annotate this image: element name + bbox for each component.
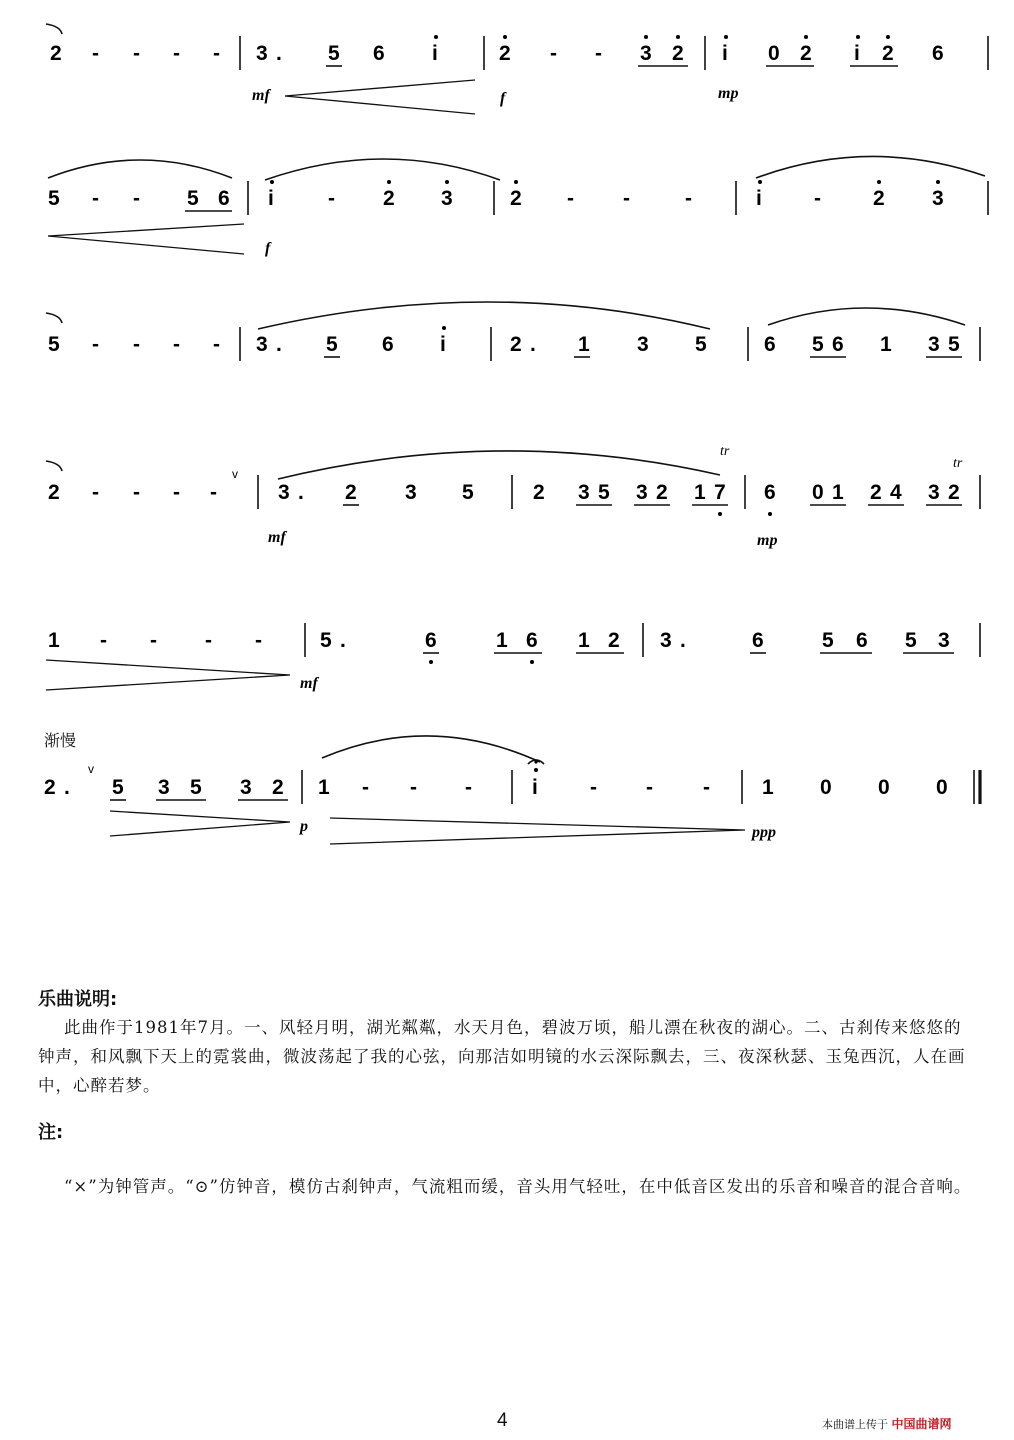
upload-credit xyxy=(822,1415,952,1432)
score-system-2 xyxy=(0,150,1014,300)
svg-text:2: 2 xyxy=(873,187,885,210)
svg-text:3: 3 xyxy=(158,776,170,799)
svg-text:3: 3 xyxy=(637,333,649,356)
svg-text:i: i xyxy=(432,42,438,65)
svg-text:mp: mp xyxy=(718,85,739,102)
svg-text:.: . xyxy=(64,776,70,799)
svg-text:p: p xyxy=(300,818,308,835)
svg-text:2: 2 xyxy=(272,776,284,799)
svg-text:3: 3 xyxy=(640,42,652,65)
svg-text:.: . xyxy=(298,481,304,504)
svg-text:2: 2 xyxy=(800,42,812,65)
svg-text:2: 2 xyxy=(672,42,684,65)
svg-text:i: i xyxy=(854,42,860,65)
svg-text:2: 2 xyxy=(608,629,620,652)
svg-text:-: - xyxy=(150,629,157,652)
svg-text:v: v xyxy=(88,762,94,776)
svg-text:5: 5 xyxy=(187,187,199,210)
svg-text:-: - xyxy=(567,187,574,210)
svg-text:-: - xyxy=(410,776,417,799)
svg-text:5: 5 xyxy=(905,629,917,652)
svg-text:6: 6 xyxy=(526,629,538,652)
svg-text:2: 2 xyxy=(345,481,357,504)
svg-text:3: 3 xyxy=(578,481,590,504)
svg-text:6: 6 xyxy=(218,187,230,210)
system-1-svg xyxy=(0,0,1014,150)
svg-text:i: i xyxy=(722,42,728,65)
svg-text:2: 2 xyxy=(948,481,960,504)
svg-text:3: 3 xyxy=(256,42,268,65)
score-system-1 xyxy=(0,0,1014,150)
svg-text:-: - xyxy=(133,42,140,65)
svg-text:2: 2 xyxy=(510,187,522,210)
svg-text:-: - xyxy=(92,333,99,356)
svg-text:3: 3 xyxy=(928,481,940,504)
svg-text:2: 2 xyxy=(499,42,511,65)
svg-text:i: i xyxy=(532,776,538,799)
svg-text:6: 6 xyxy=(764,333,776,356)
svg-text:2: 2 xyxy=(48,481,60,504)
svg-text:6: 6 xyxy=(752,629,764,652)
svg-text:i: i xyxy=(268,187,274,210)
svg-text:mf: mf xyxy=(268,529,286,546)
svg-text:-: - xyxy=(213,42,220,65)
svg-text:.: . xyxy=(276,333,282,356)
notes-section xyxy=(38,985,978,1201)
svg-text:5: 5 xyxy=(695,333,707,356)
svg-text:.: . xyxy=(276,42,282,65)
svg-text:3: 3 xyxy=(240,776,252,799)
svg-text:f: f xyxy=(265,240,271,257)
svg-text:6: 6 xyxy=(932,42,944,65)
svg-text:-: - xyxy=(205,629,212,652)
svg-text:-: - xyxy=(133,333,140,356)
svg-text:0: 0 xyxy=(812,481,824,504)
svg-text:6: 6 xyxy=(373,42,385,65)
svg-text:.: . xyxy=(530,333,536,356)
svg-text:tr: tr xyxy=(953,456,963,471)
svg-text:-: - xyxy=(703,776,710,799)
svg-text:5: 5 xyxy=(328,42,340,65)
svg-text:5: 5 xyxy=(190,776,202,799)
svg-text:-: - xyxy=(646,776,653,799)
svg-text:-: - xyxy=(133,187,140,210)
score-system-4 xyxy=(0,445,1014,595)
svg-text:5: 5 xyxy=(812,333,824,356)
svg-text:2: 2 xyxy=(44,776,56,799)
svg-text:3: 3 xyxy=(256,333,268,356)
svg-text:6: 6 xyxy=(856,629,868,652)
site-brand[interactable]: 中国曲谱网 xyxy=(891,1417,952,1431)
svg-text:4: 4 xyxy=(890,481,902,504)
svg-text:mf: mf xyxy=(300,675,318,692)
svg-text:-: - xyxy=(595,42,602,65)
svg-text:2: 2 xyxy=(656,481,668,504)
upload-text: 本曲谱上传于 xyxy=(822,1418,888,1431)
score-system-3 xyxy=(0,295,1014,445)
svg-text:-: - xyxy=(328,187,335,210)
svg-text:1: 1 xyxy=(578,333,590,356)
svg-text:3: 3 xyxy=(278,481,290,504)
svg-text:-: - xyxy=(173,42,180,65)
system-5-svg xyxy=(0,595,1014,745)
svg-text:6: 6 xyxy=(382,333,394,356)
svg-text:3: 3 xyxy=(441,187,453,210)
system-4-svg xyxy=(0,445,1014,595)
svg-text:i: i xyxy=(756,187,762,210)
svg-text:tr: tr xyxy=(720,444,730,459)
svg-text:5: 5 xyxy=(48,333,60,356)
svg-text:mf: mf xyxy=(252,87,270,104)
svg-text:-: - xyxy=(173,481,180,504)
svg-text:f: f xyxy=(500,90,506,107)
svg-text:ppp: ppp xyxy=(752,824,776,841)
svg-text:5: 5 xyxy=(320,629,332,652)
note-title: 注: xyxy=(38,1122,64,1143)
svg-text:5: 5 xyxy=(462,481,474,504)
svg-text:.: . xyxy=(340,629,346,652)
svg-text:-: - xyxy=(92,187,99,210)
svg-text:-: - xyxy=(210,481,217,504)
svg-text:1: 1 xyxy=(880,333,892,356)
system-6-svg xyxy=(0,740,1014,890)
svg-text:3: 3 xyxy=(636,481,648,504)
svg-text:1: 1 xyxy=(48,629,60,652)
svg-text:i: i xyxy=(440,333,446,356)
score-system-6 xyxy=(0,740,1014,890)
svg-text:1: 1 xyxy=(832,481,844,504)
svg-text:-: - xyxy=(213,333,220,356)
system-3-svg xyxy=(0,295,1014,445)
score-system-5 xyxy=(0,595,1014,745)
svg-text:5: 5 xyxy=(326,333,338,356)
svg-text:6: 6 xyxy=(425,629,437,652)
svg-text:1: 1 xyxy=(318,776,330,799)
page-number: 4 xyxy=(497,1410,508,1431)
svg-text:5: 5 xyxy=(48,187,60,210)
music-description-title: 乐曲说明: xyxy=(38,989,118,1010)
svg-text:v: v xyxy=(232,467,238,481)
svg-text:0: 0 xyxy=(820,776,832,799)
svg-text:7: 7 xyxy=(714,481,726,504)
svg-text:3: 3 xyxy=(405,481,417,504)
svg-text:-: - xyxy=(550,42,557,65)
svg-text:-: - xyxy=(100,629,107,652)
svg-text:3: 3 xyxy=(932,187,944,210)
svg-text:0: 0 xyxy=(878,776,890,799)
svg-text:2: 2 xyxy=(870,481,882,504)
svg-text:6: 6 xyxy=(832,333,844,356)
note-body: “×”为钟管声。“⊙”仿钟音，模仿古刹钟声，气流粗而缓，音头用气轻吐，在中低音区发出的乐音和噪音的混合音响。 xyxy=(64,1177,972,1196)
svg-text:.: . xyxy=(680,629,686,652)
svg-text:3: 3 xyxy=(938,629,950,652)
svg-text:0: 0 xyxy=(768,42,780,65)
svg-text:5: 5 xyxy=(598,481,610,504)
svg-text:mp: mp xyxy=(757,532,778,549)
svg-text:2: 2 xyxy=(50,42,62,65)
svg-text:0: 0 xyxy=(936,776,948,799)
svg-text:1: 1 xyxy=(762,776,774,799)
svg-text:-: - xyxy=(623,187,630,210)
svg-text:2: 2 xyxy=(383,187,395,210)
svg-text:2: 2 xyxy=(510,333,522,356)
svg-text:6: 6 xyxy=(764,481,776,504)
music-description-body: 此曲作于1981年7月。一、风轻月明，湖光粼粼，水天月色，碧波万顷，船儿漂在秋夜的湖心。二、古刹传来悠悠的钟声，和风飘下天上的霓裳曲，微波荡起了我的心弦，向那洁如明镜的水云深际飘去，三、夜深秋瑟、玉兔西沉，人在画中，心醉若梦。 xyxy=(38,1018,966,1095)
svg-text:5: 5 xyxy=(112,776,124,799)
tempo-mark: 渐慢 xyxy=(44,731,77,750)
svg-text:2: 2 xyxy=(882,42,894,65)
svg-text:1: 1 xyxy=(578,629,590,652)
svg-text:-: - xyxy=(465,776,472,799)
svg-text:1: 1 xyxy=(694,481,706,504)
svg-text:3: 3 xyxy=(660,629,672,652)
svg-text:3: 3 xyxy=(928,333,940,356)
svg-text:-: - xyxy=(590,776,597,799)
svg-text:-: - xyxy=(92,481,99,504)
system-2-svg xyxy=(0,150,1014,300)
svg-text:5: 5 xyxy=(822,629,834,652)
svg-text:-: - xyxy=(92,42,99,65)
svg-text:-: - xyxy=(173,333,180,356)
svg-text:-: - xyxy=(362,776,369,799)
svg-text:1: 1 xyxy=(496,629,508,652)
svg-text:-: - xyxy=(685,187,692,210)
svg-text:-: - xyxy=(814,187,821,210)
svg-text:-: - xyxy=(255,629,262,652)
svg-text:5: 5 xyxy=(948,333,960,356)
svg-text:2: 2 xyxy=(533,481,545,504)
svg-text:-: - xyxy=(133,481,140,504)
